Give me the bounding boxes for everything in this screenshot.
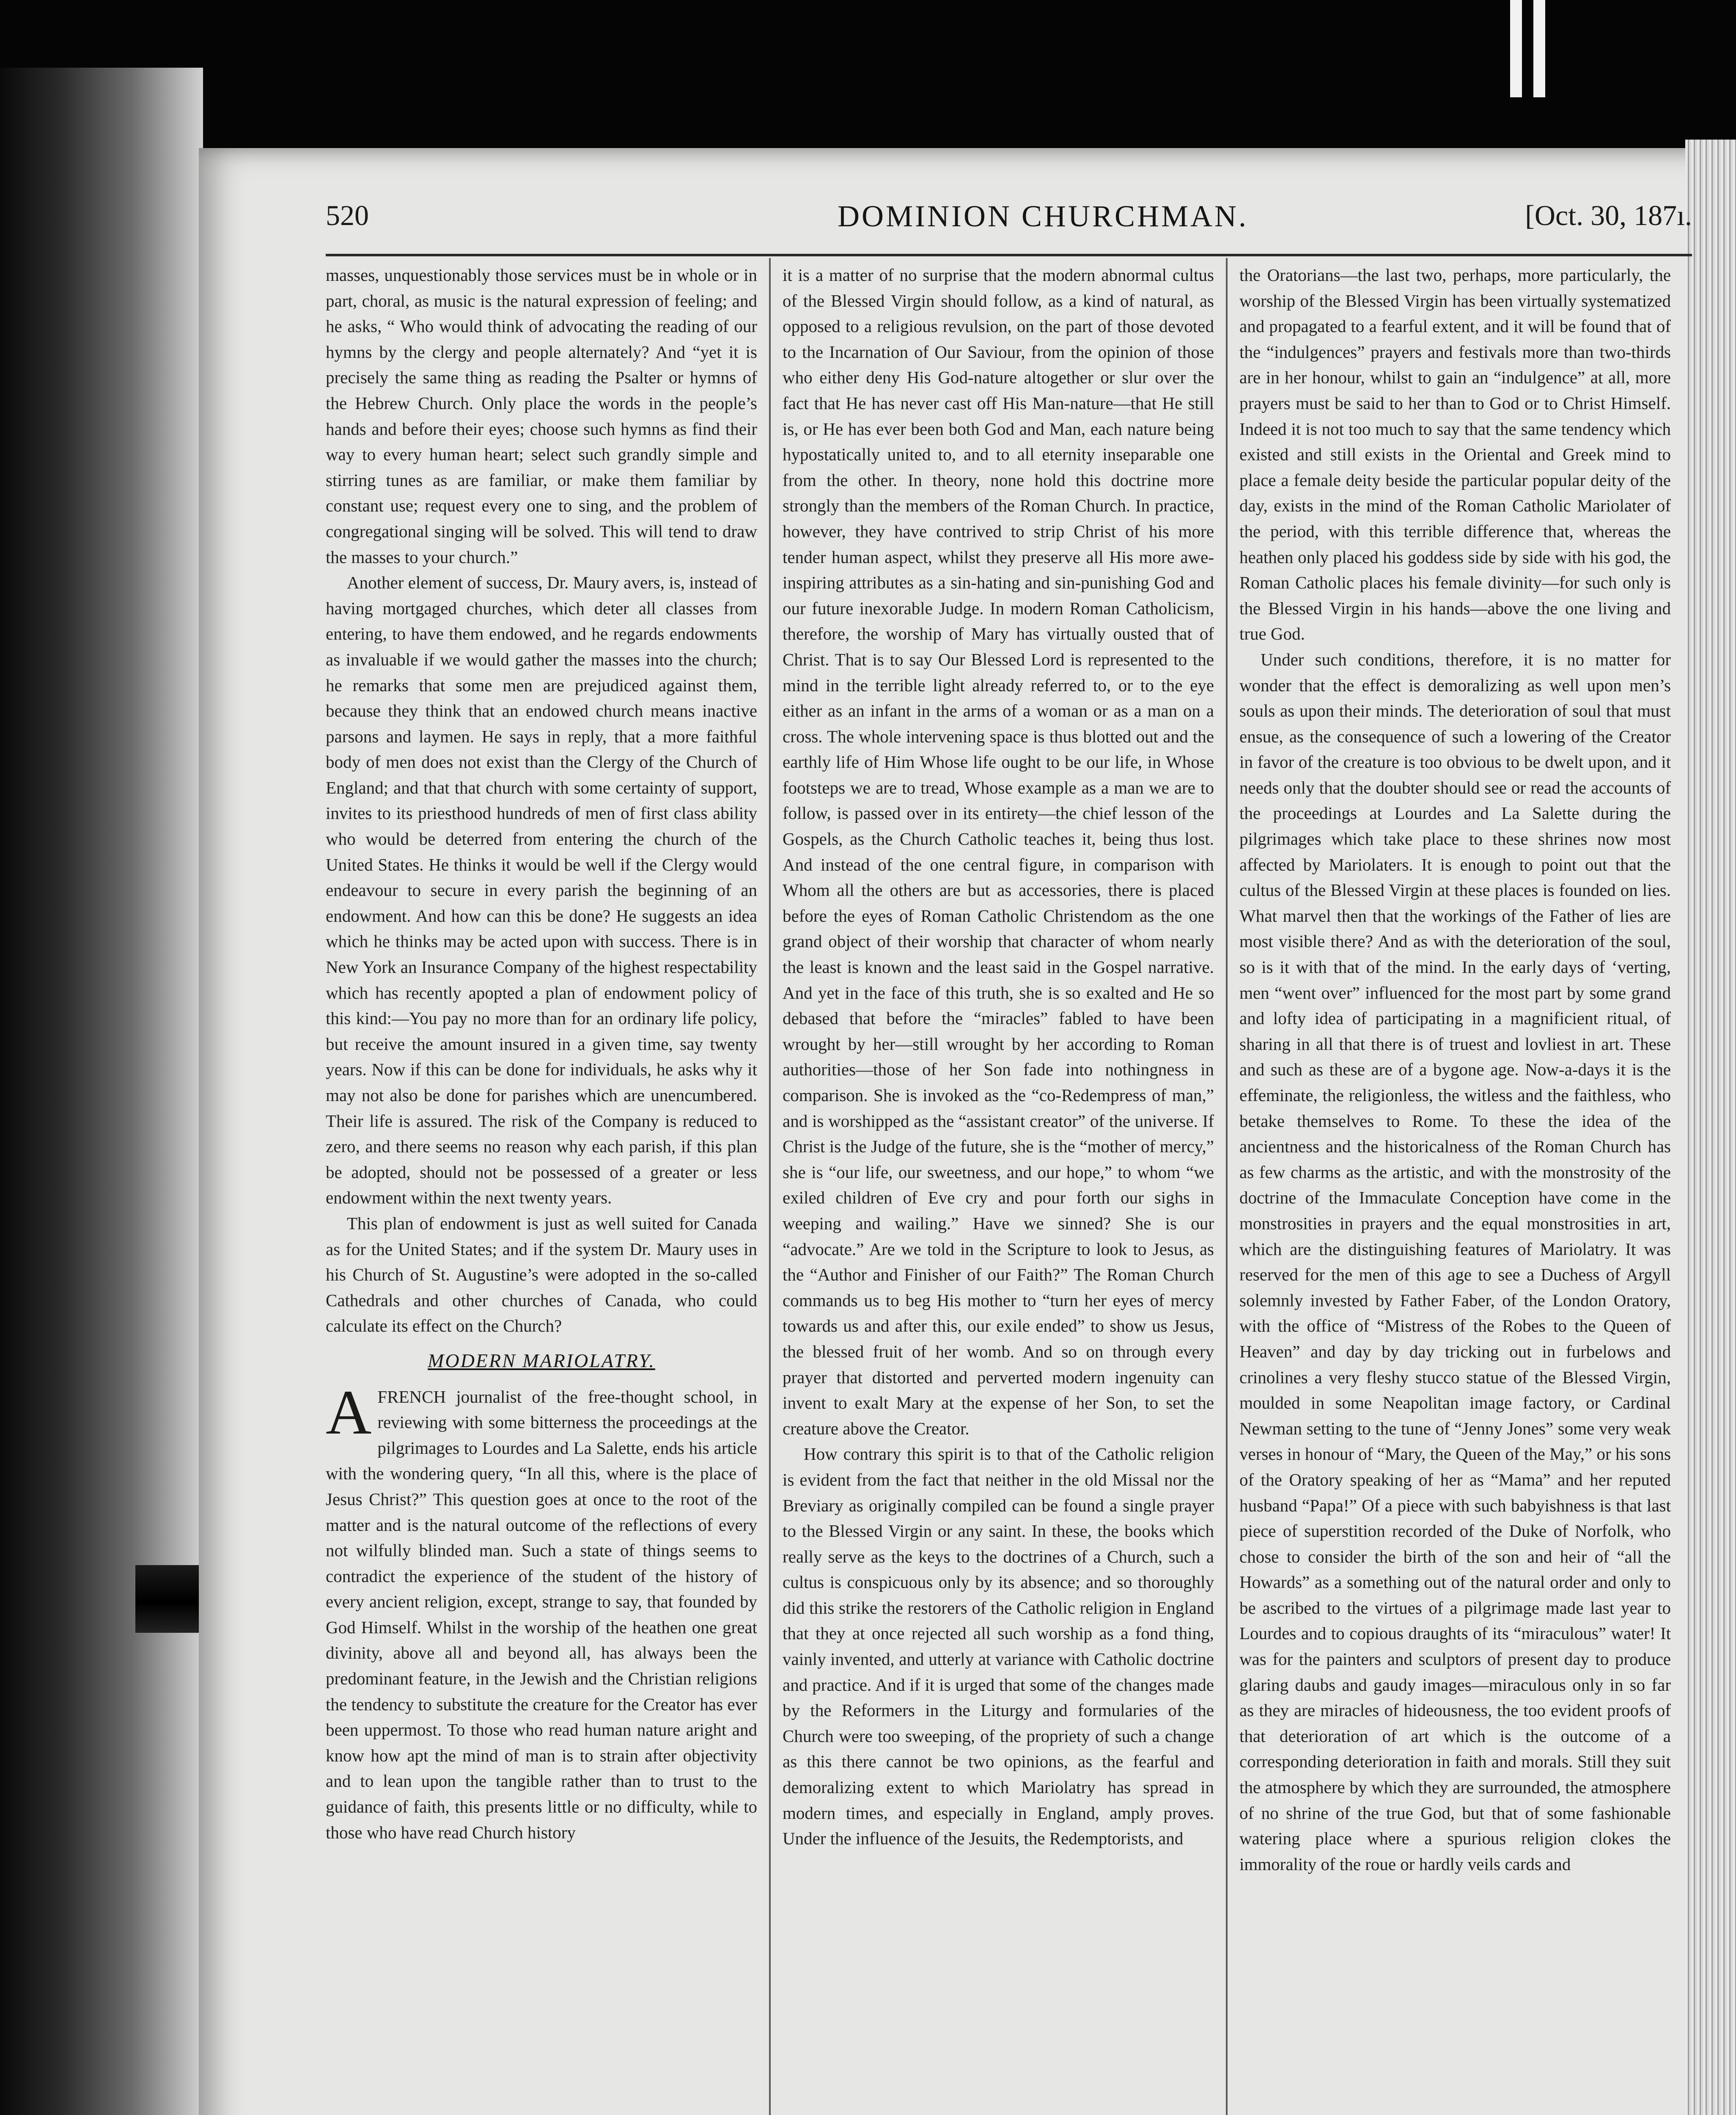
book-binding: [0, 68, 203, 2115]
column-2: [783, 262, 1214, 2115]
column-divider: [1226, 258, 1228, 2115]
paragraph: masses, unquestionably those services must be in whole or in part, choral, as music is the natural expression of feeling; and he asks, “ Who would think of advocating the reading of our hymns by the clergy and people alternately? And “yet it is precisely the same thing as reading the Psalter or hymns of the Hebrew Church. Only place the words in the people’s hands and before their eyes; choose such hymns as find their way to every human heart; select such grandly simple and stirring tunes as are familiar, or make them familiar by constant use; request every one to sing, and the problem of congregational singing will be solved. This will tend to draw the masses to your church.”: [326, 265, 757, 567]
paragraph: Under such conditions, therefore, it is no matter for wonder that the effect is demoralizing as well upon men’s souls as upon their minds. The deterioration of soul that must ensue, as the consequence of such a lowering of the Creator in favor of the creature is too obvious to be dwelt upon, and it needs only that the doubter should see or read the accounts of the proceedings at Lourdes and La Salette during the pilgrimages which take place to these shrines now most affected by Mariolaters. It is enough to point out that the cultus of the Blessed Virgin at these places is founded on lies. What marvel then that the workings of the Father of lies are most visible there? And as with the deterioration of the soul, so is it with that of the mind. In the early days of ‘verting, men “went over” influenced for the most part by some grand and lofty idea of participating in a magnificient ritual, of sharing in all that there is of truest and lovliest in art. These and such as these are of a bygone age. Now-a-days it is the effeminate, the religionless, the witless and the faithless, who betake themselves to Rome. To these the idea of the ancientness and the historicalness of the Roman Church has as few charms as the artistic, and with the monstrosity of the doctrine of the Immaculate Conception have come in the monstrosities in prayers and the equal monstrosities in art, which are the distinguishing features of Mariolatry. It was reserved for the men of this age to see a Duchess of Argyll solemnly invested by Father Faber, of the London Oratory, with the office of “Mistress of the Robes to the Queen of Heaven” and day by day tricking out in furbelows and crinolines a very fleshy stucco statue of the Blessed Virgin, moulded in some Neapolitan image factory, or Cardinal Newman setting to the tune of “Jenny Jones” some very weak verses in honour of “Mary, the Queen of the May,” or his sons of the Oratory speaking of her as “Mama” and her reputed husband “Papa!” Of a piece with such babyishness is that last piece of superstition recorded of the Duke of Norfolk, who chose to consider the birth of the son and heir of “all the Howards” as a something out of the natural order and only to be ascribed to the virtues of a pilgrimage made last year to Lourdes and to copious draughts of its “miraculous” water! It was for the painters and sculptors of present day to produce glaring daubs and gaudy images—miraculous only in so far as they are miracles of hideousness, the too evident proofs of that deterioration of art which is the outcome of a corresponding deterioration in faith and morals. Still they suit the atmosphere by which they are surrounded, the atmosphere of no shrine of the true God, but that of some fashionable watering place where a spurious religion clokes the immorality of the roue or hardly veils cards and: [1239, 649, 1671, 1874]
clamp-rod: [1533, 0, 1545, 97]
drop-cap: A: [326, 1377, 372, 1448]
page-header: [326, 199, 1692, 241]
column-1: [326, 262, 757, 2115]
paragraph: FRENCH journalist of the free-thought school, in reviewing with some bitterness the proceedings at the pilgrimages to Lourdes and La Salette, ends his article with the wondering query, “In all this, where is the place of Jesus Christ?” This question goes at once to the root of the matter and is the natural outcome of the reflections of every not wilfully blinded man. Such a state of things seems to contradict the experience of the student of the history of every ancient religion, except, strange to say, that founded by God Himself. Whilst in the worship of the heathen one great divinity, above all and beyond all, has always been the predominant feature, in the Jewish and the Christian religions the tendency to substitute the creature for the Creator has ever been uppermost. To those who read human nature aright and know how apt the mind of man is to strain after objectivity and to lean upon the tangible rather than to trust to the guidance of faith, this presents little or no difficulty, while to those who have read Church history: [326, 1387, 757, 1842]
paragraph: Another element of success, Dr. Maury avers, is, instead of having mortgaged churches, which deter all classes from entering, to have them endowed, and he regards endowments as invaluable if we would gather the masses into the church; he remarks that some men are prejudiced against them, because they think that an endowed church means inactive parsons and laymen. He says in reply, that a more faithful body of men does not exist than the Clergy of the Church of England; and that that church with some certainty of support, invites to its priesthood hundreds of men of first class ability who would be deterred from entering the church of the United States. He thinks it would be well if the Clergy would endeavour to secure in every parish the beginning of an endowment. And how can this be done? He suggests an idea which he thinks may be acted upon with success. There is in New York an Insurance Company of the highest respectability which has recently apopted a plan of endowment policy of this kind:—You pay no more than for an ordinary life policy, but receive the amount insured in a given time, say twenty years. Now if this can be done for individuals, he asks why it may not also be done for parishes which are unencumbered. Their life is assured. The risk of the Company is reduced to zero, and there seems no reason why each parish, if this plan be adopted, should not be possessed of a greater or less endowment within the next twenty years.: [326, 573, 757, 1208]
publication-title: DOMINION CHURCHMAN.: [838, 199, 1249, 233]
page-edge: [1685, 140, 1736, 2115]
column-divider: [769, 258, 771, 2115]
column-3: [1239, 262, 1671, 2115]
paragraph: it is a matter of no surprise that the modern abnormal cultus of the Blessed Virgin should follow, as a kind of natural, as opposed to a religious revulsion, on the part of those devoted to the Incarnation of Our Saviour, from the opinion of those who either deny His God-nature altogether or slur over the fact that He has never cast off His Man-nature—that He still is, or He has ever been both God and Man, each nature being hypostatically united to, and to all eternity inseparable one from the other. In theory, none hold this doctrine more strongly than the members of the Roman Church. In practice, however, they have contrived to strip Christ of his more tender human aspect, whilst they preserve all His more awe-inspiring attributes as a sin-hating and sin-punishing God and our future inexorable Judge. In modern Roman Catholicism, therefore, the worship of Mary has virtually ousted that of Christ. That is to say Our Blessed Lord is represented to the mind in the terrible light already referred to, or to the eye either as an infant in the arms of a woman or as a man on a cross. The whole intervening space is thus blotted out and the earthly life of Him Whose life ought to be our life, in Whose footsteps we are to tread, Whose example as a man we are to follow, is passed over in its entirety—the chief lesson of the Gospels, as the Church Catholic teaches it, being thus lost. And instead of the one central figure, in comparison with Whom all the others are but as accessories, there is placed before the eyes of Roman Catholic Christendom as the one grand object of their worship that character of whom nearly the least is known and the least said in the Gospel narrative. And yet in the face of this truth, she is so exalted and He so debased that before the “miracles” fabled to have been wrought by her—still wrought by her according to Roman authorities—those of her Son fade into nothingness in comparison. She is invoked as the “co-Redempress of man,” and is worshipped as the “assistant creator” of the universe. If Christ is the Judge of the future, she is the “mother of mercy,” she is “our life, our sweetness, and our hope,” to whom “we exiled children of Eve cry and pour forth our sighs in weeping and wailing.” Have we sinned? She is our “advocate.” Are we told in the Scripture to look to Jesus, as the “Author and Finisher of our Faith?” The Roman Church commands us to beg His mother to “turn her eyes of mercy towards us and after this, our exile ended” to show us Jesus, the blessed fruit of her womb. And so on through every prayer that distorted and perverted modern ingenuity can invent to exalt Mary at the expense of her Son, to set the creature above the Creator.: [783, 265, 1214, 1438]
header-rule: [326, 254, 1692, 256]
issue-date: [Oct. 30, 187ı.: [1525, 199, 1692, 231]
clamp-rod: [1510, 0, 1522, 97]
paragraph: How contrary this spirit is to that of the Catholic religion is evident from the fact that neither in the old Missal nor the Breviary as originally compiled can be found a single prayer to the Blessed Virgin or any saint. In these, the books which really serve as the keys to the doctrines of a Church, such a cultus is conspicuous only by its absence; and so thoroughly did this strike the restorers of the Catholic religion in England that they at once rejected all such worship as a fond thing, vainly invented, and utterly at variance with Catholic doctrine and practice. And if it is urged that some of the changes made by the Reformers in the Liturgy and formularies of the Church were too sweeping, of the propriety of such a change as this there cannot be two opinions, as the fearful and demoralizing extent to which Mariolatry has spread in modern times, and especially in England, amply proves. Under the influence of the Jesuits, the Redemptorists, and: [783, 1444, 1214, 1849]
page-number: 520: [326, 199, 369, 231]
paragraph: the Oratorians—the last two, perhaps, more particularly, the worship of the Blessed Virgin has been virtually systematized and propagated to a fearful extent, and it will be found that of the “indulgences” prayers and festivals more than two-thirds are in her honour, whilst to gain an “indulgence” at all, more prayers must be said to her than to God or to Christ Himself. Indeed it is not too much to say that the same tendency which existed and still exists in the Oriental and Greek mind to place a female deity beside the particular popular deity of the day, exists in the mind of the Roman Catholic Mariolater of the period, with this terrible difference that, whereas the heathen only placed his goddess side by side with his god, the Roman Catholic places his female divinity—for such only is the Blessed Virgin in his hands—above the one living and true God.: [1239, 265, 1671, 644]
section-heading: MODERN MARIOLATRY.: [428, 1349, 655, 1371]
paragraph: This plan of endowment is just as well suited for Canada as for the United States; and if the system Dr. Maury uses in his Church of St. Augustine’s were adopted in the so-called Cathedrals and other churches of Canada, who could calculate its effect on the Church?: [326, 1213, 757, 1336]
